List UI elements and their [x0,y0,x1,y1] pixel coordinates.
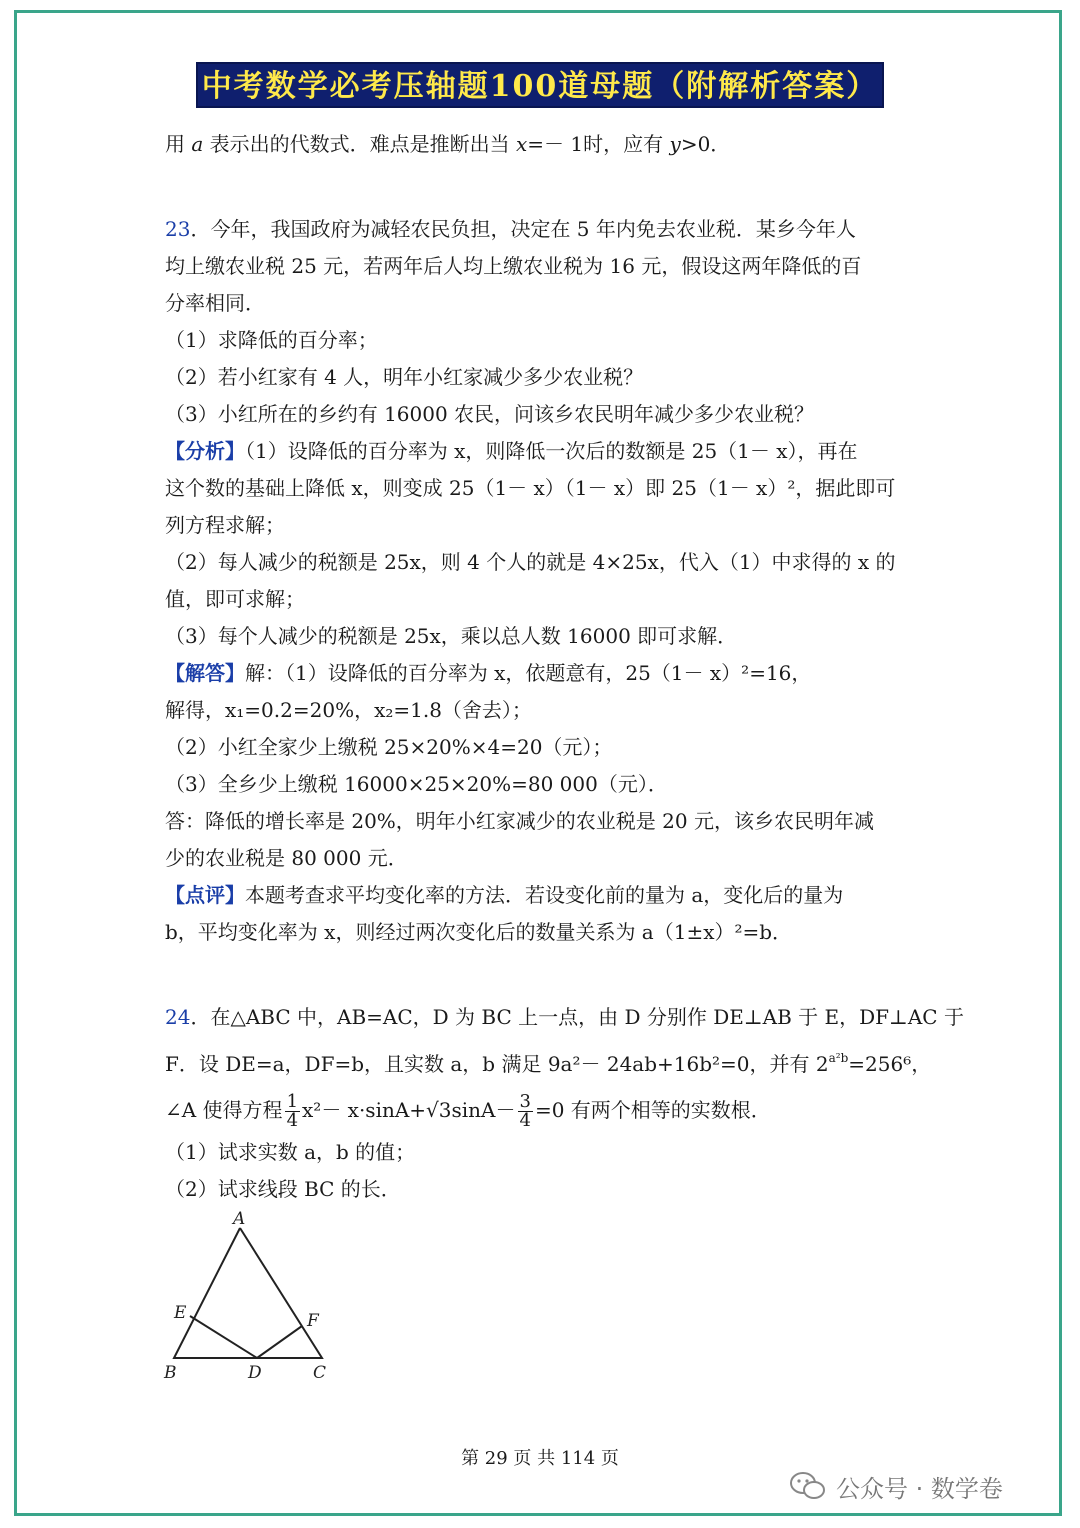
segment-df [257,1326,302,1358]
q23-text-2: 均上缴农业税 25 元，若两年后人均上缴农业税为 16 元，假设这两年降低的百 [165,254,862,278]
q23-answer-5: 答：降低的增长率是 20%，明年小红家减少的农业税是 20 元，该乡农民明年减 [165,809,874,833]
q23-comment-1 [165,877,925,914]
page-banner-title: 中考数学必考压轴题100道母题（附解析答案） [196,62,884,108]
lead-text-4: >0． [680,132,731,156]
q23-answer-4: （3）全乡少上缴税 16000×25×20%=80 000（元）． [165,772,668,796]
q23-answer-1 [165,655,925,692]
q24-text-3a: ∠A 使得方程 [165,1098,283,1122]
q23-line-1 [165,211,925,248]
q24-number: 24 [165,1005,191,1029]
lead-text-3: =－ 1时，应有 [527,132,670,156]
q24-text-2d: =256⁶， [848,1052,932,1076]
q23-part-1: （1）求降低的百分率； [165,328,378,352]
q24-part-2: （2）试求线段 BC 的长． [165,1177,401,1201]
label-e: E [174,1303,187,1323]
frac2-denominator: 4 [519,1110,531,1131]
wechat-icon [790,1471,826,1501]
q23-part-2: （2）若小红家有 4 人，明年小红家减少多少农业税？ [165,365,644,389]
q23-analysis-6: （3）每个人减少的税额是 25x，乘以总人数 16000 即可求解． [165,624,738,648]
q23-number: 23 [165,217,191,241]
lead-text-1: 用 [165,132,192,156]
frac2-numerator: 3 [519,1091,531,1112]
q24-power-base: 2 [815,1052,829,1076]
q24-power-exp: a²b [828,1051,849,1065]
q24-part-1: （1）试求实数 a，b 的值； [165,1140,416,1164]
page-content [165,126,964,1208]
label-c: C [313,1363,327,1383]
q23-text-3: 分率相同． [165,291,265,315]
q23-answer-3: （2）小红全家少上缴税 25×20%×4=20（元）； [165,735,613,759]
segment-de [190,1316,257,1358]
frac1-numerator: 1 [286,1091,299,1112]
q24-text-3b: x²－ x·sinA+√3sinA－ [302,1098,516,1122]
comment-tag: 【点评】 [165,883,245,907]
q24-line-2 [165,1036,932,1086]
q23-analysis-2: 这个数的基础上降低 x，则变成 25（1－ x）（1－ x）即 25（1－ x）²，据此即可 [165,476,896,500]
label-b: B [164,1363,177,1383]
q24-text-2a: F．设 DE=a，DF=b，且实数 a，b 满足 9a²－ 24ab+16b²=0，并有 [165,1052,816,1076]
q24-text-3c: =0 有两个相等的实数根． [534,1098,771,1122]
answer-text-1: 解：（1）设降低的百分率为 x，依题意有，25（1－ x）²=16， [245,661,812,685]
page-footer: 第 29 页 共 114 页 [461,1448,619,1469]
triangle-abc [174,1228,322,1358]
lead-var-y: y [669,132,681,156]
lead-var-a: a [191,132,204,156]
label-f: F [307,1311,319,1331]
q23-analysis-1 [165,433,925,470]
q23-comment-2: b，平均变化率为 x，则经过两次变化后的数量关系为 a（1±x）²=b． [165,920,793,944]
analysis-text-1: （1）设降低的百分率为 x，则降低一次后的数额是 25（1－ x），再在 [245,439,858,463]
frac1-denominator: 4 [286,1110,299,1131]
q23-answer-6: 少的农业税是 80 000 元． [165,846,408,870]
lead-text-2: 表示出的代数式．难点是推断出当 [203,132,517,156]
q24-text-1: ．在△ABC 中，AB=AC，D 为 BC 上一点，由 D 分别作 DE⊥AB 于 E，DF⊥AC 于 [190,1005,964,1029]
fraction-one-quarter [285,1093,300,1130]
q23-analysis-5: 值，即可求解； [165,587,305,611]
watermark [790,1466,1003,1506]
lead-line [165,126,925,163]
comment-text-1: 本题考查求平均变化率的方法．若设变化前的量为 a，变化后的量为 [245,883,844,907]
analysis-tag: 【分析】 [165,439,245,463]
answer-tag: 【解答】 [165,661,245,685]
triangle-diagram [160,1208,350,1388]
q23-analysis-4: （2）每人减少的税额是 25x，则 4 个人的就是 4×25x，代入（1）中求得的 x 的 [165,550,896,574]
fraction-three-quarters [518,1093,533,1130]
q24-line-3 [165,1086,925,1134]
label-a: A [233,1209,246,1229]
q24-line-1 [165,999,964,1036]
q23-text-1: ．今年，我国政府为减轻农民负担，决定在 5 年内免去农业税．某乡今年人 [190,217,856,241]
q23-part-3: （3）小红所在的乡约有 16000 农民，问该乡农民明年减少多少农业税？ [165,402,815,426]
q23-analysis-3: 列方程求解； [165,513,285,537]
watermark-text: 公众号 · 数学卷 [836,1474,1003,1503]
lead-var-x: x [516,132,528,156]
q23-answer-2: 解得，x₁=0.2=20%，x₂=1.8（舍去）； [165,698,532,722]
label-d: D [248,1363,262,1383]
